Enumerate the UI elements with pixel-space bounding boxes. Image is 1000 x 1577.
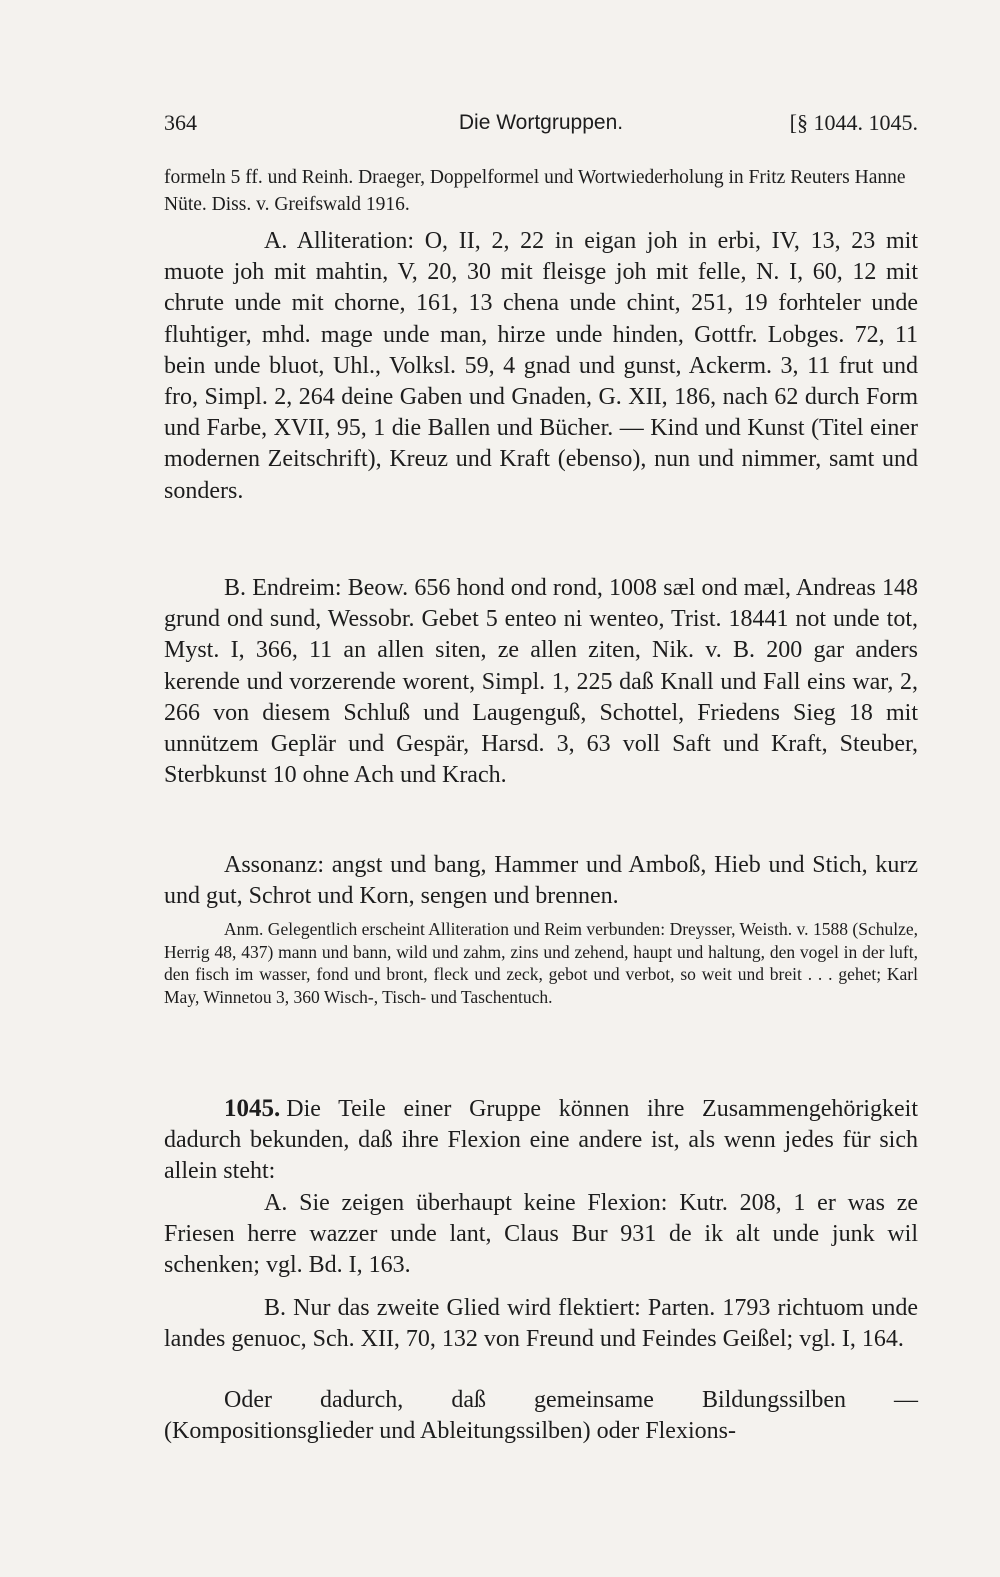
section-reference: [§ 1044. 1045. xyxy=(789,110,918,135)
section-1045-oder xyxy=(164,1385,918,1447)
annotation-text: Anm. Gelegentlich erscheint Alliteration und Reim verbunden: Dreysser, Weisth. v. 1588 (Schulze, Herrig 48, 437) mann und bann, wild und zahm, zins und zehend, haupt und haltung, den vogel in der luft, den fisch im wasser, fond und bront, fleck und zeck, gebot und verbot, so weit und breit . . . gehet; Karl May, Winnetou 3, 360 Wisch-, Tisch- und Taschentuch. xyxy=(164,919,918,1008)
section-number: 1045. xyxy=(224,1095,281,1122)
page-number: 364 xyxy=(164,110,197,135)
section-1045-b-text: B. Nur das zweite Glied wird flektiert: Parten. 1793 richtuom unde landes genuoc, Sch. XII, 70, 132 von Freund und Feindes Geißel; vgl. I, 164. xyxy=(164,1295,918,1353)
section-1045-b xyxy=(164,1293,918,1355)
section-1045-intro xyxy=(164,1093,918,1188)
bibliography-text: formeln 5 ff. und Reinh. Draeger, Doppelformel und Wortwiederholung in Fritz Reuters Hanne Nüte. Diss. v. Greifswald 1916. xyxy=(164,167,906,215)
alliteration-paragraph xyxy=(164,226,918,507)
endreim-paragraph xyxy=(164,573,918,791)
alliteration-text: A. Alliteration: O, II, 2, 22 in eigan joh in erbi, IV, 13, 23 mit muote joh mit mahtin, V, 20, 30 mit fleisge joh mit felle, N. I, 60, 12 mit chrute unde mit chorne, 161, 13 chena unde chint, 251, 19 forhteler unde fluhtiger, mhd. mage unde man, hirze unde hinden, Gottfr. Lobges. 72, 11 bein unde bluot, Uhl., Volksl. 59, 4 gnad und gunst, Ackerm. 3, 11 frut und fro, Simpl. 2, 264 deine Gaben und Gnaden, G. XII, 186, nach 62 durch Form und Farbe, XVII, 95, 1 die Ballen und Bücher. — Kind und Kunst (Titel einer modernen Zeitschrift), Kreuz und Kraft (ebenso), nun und nimmer, samt und sonders. xyxy=(164,228,918,504)
section-1045-oder-text: Oder dadurch, daß gemeinsame Bildungssilben — (Kompositionsglieder und Ableitungssilben) oder Flexions- xyxy=(164,1387,918,1445)
annotation-paragraph xyxy=(164,918,918,1009)
bibliography-continuation xyxy=(164,164,918,218)
endreim-text: B. Endreim: Beow. 656 hond ond rond, 1008 sæl ond mæl, Andreas 148 grund ond sund, Wessobr. Gebet 5 enteo ni wenteo, Trist. 18441 not unde tot, Myst. I, 366, 11 an allen siten, ze allen ziten, Nik. v. B. 200 gar anders kerende und vorzerende worent, Simpl. 1, 225 daß Knall und Fall eins war, 2, 266 von diesem Schluß und Laugenguß, Schottel, Friedens Sieg 18 mit unnützem Geplär und Gespär, Harsd. 3, 63 voll Saft und Kraft, Steuber, Sterbkunst 10 ohne Ach und Krach. xyxy=(164,575,918,789)
assonanz-paragraph xyxy=(164,850,918,912)
assonanz-text: Assonanz: angst und bang, Hammer und Amboß, Hieb und Stich, kurz und gut, Schrot und Korn, sengen und brennen. xyxy=(164,852,918,910)
section-1045-a-text: A. Sie zeigen überhaupt keine Flexion: Kutr. 208, 1 er was ze Friesen herre wazzer unde lant, Claus Bur 931 de ik alt unde junk wil schenken; vgl. Bd. I, 163. xyxy=(164,1190,918,1279)
running-title: Die Wortgruppen. xyxy=(458,111,624,134)
section-1045-text: Die Teile einer Gruppe können ihre Zusammengehörigkeit dadurch bekunden, daß ihre Flexion eine andere ist, als wenn jedes für sich allein steht: xyxy=(164,1096,918,1185)
section-1045-a xyxy=(164,1188,918,1282)
